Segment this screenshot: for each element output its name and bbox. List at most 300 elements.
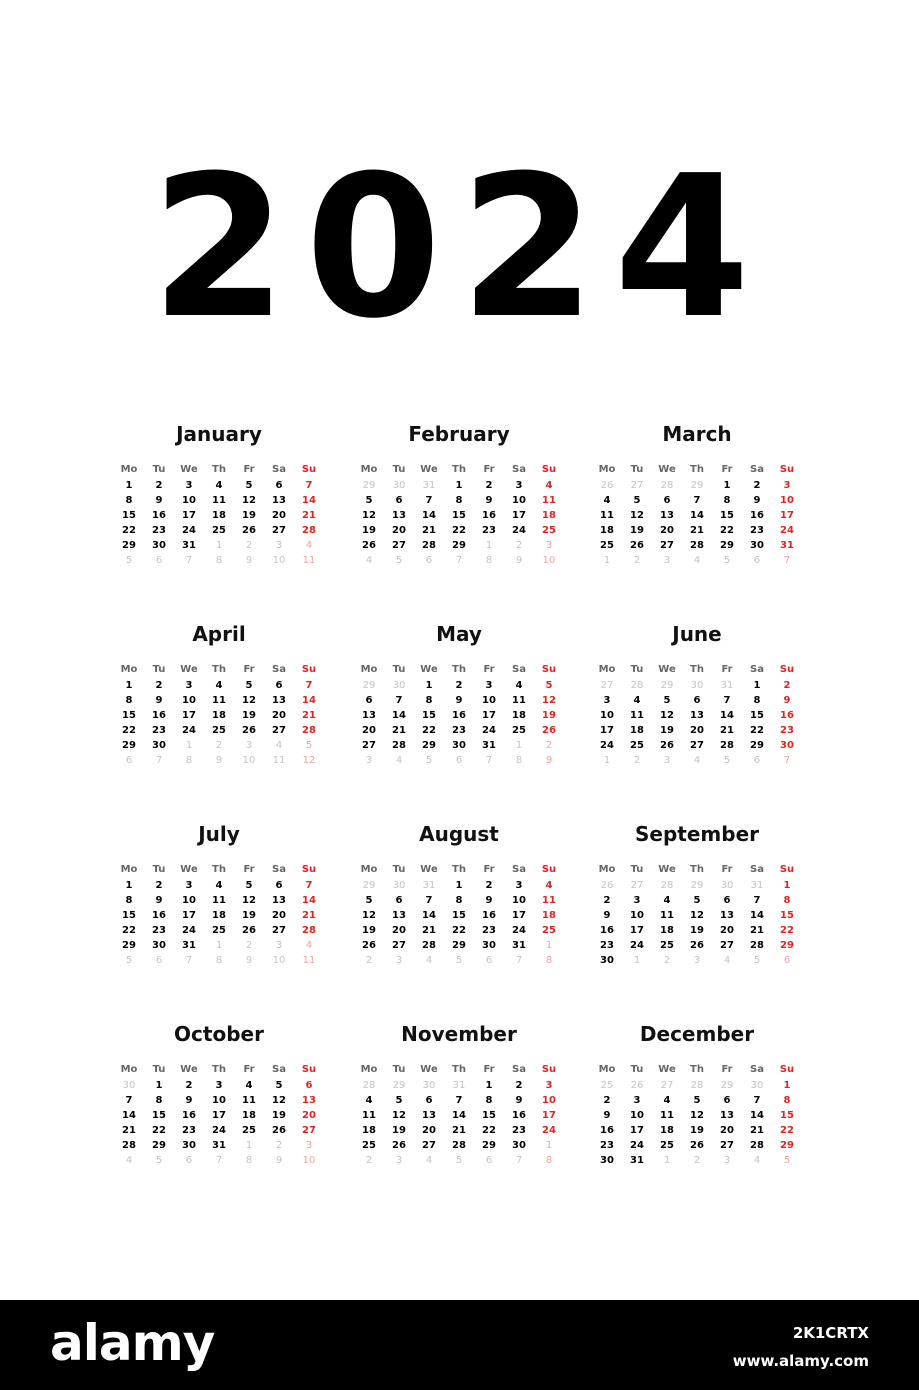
month-title: June [672,622,722,646]
day-cell: 29 [122,940,136,951]
adjacent-month-day-cell: 30 [392,880,406,891]
weekday-header: Su [301,464,317,475]
weekday-header: Su [301,864,317,875]
weekday-header: Sa [272,664,286,675]
day-cell: 30 [600,1155,614,1166]
day-cell: 13 [422,1110,436,1121]
day-cell: 8 [455,495,463,506]
day-cell: 28 [302,925,316,936]
day-cell: 27 [272,725,286,736]
day-cell: 16 [152,710,166,721]
day-cell: 19 [690,1125,704,1136]
day-cell: 17 [182,910,196,921]
day-cell: 10 [512,895,526,906]
day-cell: 23 [600,1140,614,1151]
day-cell: 16 [152,910,166,921]
adjacent-month-day-cell: 31 [750,880,764,891]
adjacent-month-day-cell: 29 [362,680,376,691]
adjacent-month-day-cell: 2 [245,940,253,951]
weekday-header: We [658,864,676,875]
day-cell: 17 [482,710,496,721]
adjacent-month-day-cell: 2 [633,555,641,566]
day-cell: 26 [630,540,644,551]
day-cell: 20 [392,925,406,936]
day-cell: 26 [272,1125,286,1136]
adjacent-month-day-cell: 1 [245,1140,253,1151]
day-cell: 18 [212,510,226,521]
adjacent-month-day-cell: 7 [185,555,193,566]
day-cell: 24 [512,525,526,536]
weekday-header: Fr [721,464,733,475]
adjacent-month-day-cell: 3 [723,1155,731,1166]
adjacent-month-day-cell: 1 [185,740,193,751]
day-cell: 4 [215,880,223,891]
day-cell: 15 [122,510,136,521]
day-cell: 22 [720,525,734,536]
day-cell: 24 [482,725,496,736]
day-cell: 13 [660,510,674,521]
day-cell: 25 [542,525,556,536]
day-cell: 13 [362,710,376,721]
day-cell: 13 [392,510,406,521]
adjacent-month-day-cell: 4 [425,955,433,966]
day-cell: 21 [392,725,406,736]
day-cell: 30 [152,540,166,551]
adjacent-month-day-cell: 4 [693,755,701,766]
month-november [354,1021,564,1191]
day-cell: 19 [242,710,256,721]
weekday-header: Mo [120,1064,138,1075]
month-title: April [192,622,246,646]
day-cell: 26 [660,740,674,751]
adjacent-month-day-cell: 2 [633,755,641,766]
day-cell: 12 [690,910,704,921]
adjacent-month-day-cell: 5 [395,555,403,566]
day-cell: 1 [425,680,433,691]
day-cell: 10 [482,695,496,706]
weekday-header: Mo [360,664,378,675]
day-cell: 20 [392,525,406,536]
adjacent-month-day-cell: 7 [515,955,523,966]
day-cell: 10 [182,695,196,706]
day-cell: 30 [152,940,166,951]
day-cell: 5 [365,495,373,506]
day-cell: 3 [185,480,193,491]
day-cell: 19 [362,525,376,536]
adjacent-month-day-cell: 28 [660,880,674,891]
adjacent-month-day-cell: 31 [422,480,436,491]
day-cell: 4 [603,495,611,506]
day-cell: 26 [362,540,376,551]
adjacent-month-day-cell: 4 [693,555,701,566]
day-cell: 26 [690,1140,704,1151]
day-cell: 5 [395,1095,403,1106]
month-february [354,421,564,591]
day-cell: 8 [455,895,463,906]
day-cell: 24 [630,940,644,951]
day-cell: 29 [482,1140,496,1151]
weekday-header: Su [779,1064,795,1075]
day-cell: 20 [422,1125,436,1136]
day-cell: 25 [630,740,644,751]
day-cell: 16 [152,510,166,521]
day-cell: 29 [720,540,734,551]
adjacent-month-day-cell: 28 [630,680,644,691]
adjacent-month-day-cell: 10 [242,755,256,766]
day-cell: 15 [720,510,734,521]
day-cell: 28 [690,540,704,551]
day-cell: 3 [215,1080,223,1091]
day-cell: 4 [215,480,223,491]
day-cell: 21 [750,1125,764,1136]
month-title: October [174,1022,264,1046]
day-cell: 28 [302,725,316,736]
day-cell: 22 [422,725,436,736]
day-cell: 15 [422,710,436,721]
day-cell: 28 [750,1140,764,1151]
day-cell: 29 [780,940,794,951]
day-cell: 1 [485,1080,493,1091]
adjacent-month-day-cell: 26 [600,480,614,491]
day-cell: 11 [542,495,556,506]
adjacent-month-day-cell: 4 [723,955,731,966]
adjacent-month-day-cell: 6 [753,555,761,566]
day-cell: 9 [485,495,493,506]
day-cell: 10 [600,710,614,721]
day-cell: 6 [723,895,731,906]
weekday-header: Sa [272,1064,286,1075]
day-cell: 22 [780,925,794,936]
day-cell: 26 [242,925,256,936]
adjacent-month-day-cell: 10 [272,555,286,566]
day-cell: 28 [452,1140,466,1151]
adjacent-month-day-cell: 29 [392,1080,406,1091]
day-cell: 13 [272,695,286,706]
adjacent-month-day-cell: 8 [515,755,523,766]
day-cell: 5 [275,1080,283,1091]
day-cell: 13 [720,1110,734,1121]
day-cell: 8 [783,895,791,906]
day-cell: 24 [182,525,196,536]
adjacent-month-day-cell: 5 [125,955,133,966]
day-cell: 9 [783,695,791,706]
day-cell: 24 [512,925,526,936]
adjacent-month-day-cell: 26 [600,880,614,891]
day-cell: 11 [630,710,644,721]
adjacent-month-day-cell: 29 [720,1080,734,1091]
day-cell: 6 [425,1095,433,1106]
day-grid [592,863,802,968]
day-cell: 6 [275,480,283,491]
adjacent-month-day-cell: 3 [275,940,283,951]
weekday-header: Mo [598,664,616,675]
day-cell: 6 [275,680,283,691]
day-cell: 7 [425,495,433,506]
adjacent-month-day-cell: 30 [720,880,734,891]
day-cell: 14 [422,510,436,521]
day-cell: 14 [690,510,704,521]
adjacent-month-day-cell: 29 [362,480,376,491]
weekday-header: Tu [392,864,406,875]
weekday-header: Mo [360,464,378,475]
month-july [114,821,324,991]
adjacent-month-day-cell: 5 [425,755,433,766]
day-cell: 31 [182,540,196,551]
adjacent-month-day-cell: 2 [545,740,553,751]
day-cell: 8 [723,495,731,506]
day-cell: 11 [600,510,614,521]
day-cell: 31 [630,1155,644,1166]
day-cell: 8 [753,695,761,706]
day-cell: 6 [395,895,403,906]
weekday-header: Fr [721,864,733,875]
day-cell: 16 [482,510,496,521]
day-cell: 18 [212,710,226,721]
day-cell: 9 [185,1095,193,1106]
weekday-header: Tu [630,1064,644,1075]
weekday-header: We [420,664,438,675]
adjacent-month-day-cell: 3 [275,540,283,551]
day-cell: 24 [542,1125,556,1136]
day-cell: 7 [395,695,403,706]
adjacent-month-day-cell: 7 [515,1155,523,1166]
adjacent-month-day-cell: 6 [185,1155,193,1166]
weekday-header: Su [541,464,557,475]
adjacent-month-day-cell: 6 [455,755,463,766]
day-cell: 21 [302,510,316,521]
month-title: August [419,822,499,846]
weekday-header: Su [301,1064,317,1075]
weekday-header: Mo [360,864,378,875]
weekday-header: Th [690,1064,704,1075]
adjacent-month-day-cell: 3 [305,1140,313,1151]
day-grid [592,1063,802,1168]
adjacent-month-day-cell: 1 [545,940,553,951]
weekday-header: Su [541,864,557,875]
day-cell: 9 [515,1095,523,1106]
weekday-header: Fr [243,464,255,475]
day-cell: 3 [783,480,791,491]
day-cell: 19 [542,710,556,721]
adjacent-month-day-cell: 31 [452,1080,466,1091]
weekday-header: Su [779,664,795,675]
day-cell: 23 [512,1125,526,1136]
day-cell: 6 [663,495,671,506]
day-cell: 27 [392,540,406,551]
day-cell: 13 [720,910,734,921]
weekday-header: Fr [483,864,495,875]
month-december [592,1021,802,1191]
adjacent-month-day-cell: 11 [302,555,316,566]
day-cell: 28 [422,540,436,551]
adjacent-month-day-cell: 5 [723,555,731,566]
day-cell: 14 [452,1110,466,1121]
adjacent-month-day-cell: 3 [395,1155,403,1166]
day-cell: 27 [720,1140,734,1151]
weekday-header: Tu [392,464,406,475]
adjacent-month-day-cell: 3 [365,755,373,766]
day-cell: 7 [425,895,433,906]
day-cell: 28 [720,740,734,751]
day-cell: 8 [425,695,433,706]
weekday-header: We [180,464,198,475]
day-cell: 14 [392,710,406,721]
day-cell: 26 [242,725,256,736]
weekday-header: Sa [512,1064,526,1075]
day-cell: 11 [242,1095,256,1106]
month-title: March [662,422,732,446]
day-cell: 30 [600,955,614,966]
weekday-header: We [420,864,438,875]
day-cell: 5 [245,480,253,491]
day-grid [354,1063,564,1168]
day-cell: 15 [452,910,466,921]
day-cell: 2 [783,680,791,691]
adjacent-month-day-cell: 8 [545,955,553,966]
day-cell: 28 [750,940,764,951]
month-title: February [408,422,510,446]
day-cell: 24 [600,740,614,751]
day-cell: 1 [783,1080,791,1091]
day-cell: 26 [542,725,556,736]
weekday-header: Th [452,864,466,875]
month-april [114,621,324,791]
day-cell: 15 [750,710,764,721]
day-cell: 29 [452,940,466,951]
weekday-header: Sa [750,864,764,875]
day-cell: 22 [122,925,136,936]
day-cell: 13 [272,895,286,906]
weekday-header: Tu [392,1064,406,1075]
day-cell: 6 [305,1080,313,1091]
day-cell: 20 [272,510,286,521]
day-grid [592,663,802,768]
adjacent-month-day-cell: 4 [753,1155,761,1166]
day-cell: 2 [185,1080,193,1091]
adjacent-month-day-cell: 4 [365,555,373,566]
day-cell: 27 [422,1140,436,1151]
day-cell: 18 [542,910,556,921]
adjacent-month-day-cell: 1 [515,740,523,751]
weekday-header: Fr [243,664,255,675]
day-grid [114,663,324,768]
day-cell: 4 [663,1095,671,1106]
day-cell: 1 [455,880,463,891]
adjacent-month-day-cell: 27 [630,480,644,491]
day-cell: 8 [485,1095,493,1106]
month-title: December [639,1022,755,1046]
day-cell: 22 [152,1125,166,1136]
day-cell: 14 [750,910,764,921]
day-cell: 24 [780,525,794,536]
day-cell: 1 [783,880,791,891]
day-cell: 12 [630,510,644,521]
day-cell: 15 [122,910,136,921]
day-cell: 7 [723,695,731,706]
adjacent-month-day-cell: 31 [422,880,436,891]
weekday-header: Mo [598,864,616,875]
day-cell: 25 [212,525,226,536]
day-cell: 2 [155,680,163,691]
day-cell: 7 [305,480,313,491]
day-cell: 2 [485,880,493,891]
day-cell: 11 [542,895,556,906]
day-cell: 3 [603,695,611,706]
day-cell: 27 [362,740,376,751]
adjacent-month-day-cell: 2 [365,955,373,966]
adjacent-month-day-cell: 6 [155,955,163,966]
month-march [592,421,802,591]
watermark-bar [0,1300,919,1390]
day-cell: 31 [780,540,794,551]
day-cell: 20 [720,925,734,936]
day-cell: 27 [392,940,406,951]
day-cell: 19 [690,925,704,936]
day-cell: 10 [212,1095,226,1106]
adjacent-month-day-cell: 7 [783,555,791,566]
weekday-header: Th [452,664,466,675]
day-cell: 4 [663,895,671,906]
day-cell: 4 [365,1095,373,1106]
weekday-header: Th [452,464,466,475]
adjacent-month-day-cell: 2 [275,1140,283,1151]
day-cell: 21 [422,925,436,936]
day-cell: 22 [122,725,136,736]
day-cell: 23 [780,725,794,736]
day-cell: 6 [395,495,403,506]
day-cell: 25 [212,925,226,936]
day-cell: 28 [122,1140,136,1151]
day-cell: 20 [272,710,286,721]
weekday-header: Fr [483,464,495,475]
day-cell: 30 [512,1140,526,1151]
weekday-header: Th [690,464,704,475]
day-cell: 30 [750,540,764,551]
weekday-header: We [658,664,676,675]
adjacent-month-day-cell: 29 [362,880,376,891]
day-cell: 24 [182,925,196,936]
day-cell: 16 [182,1110,196,1121]
day-cell: 12 [392,1110,406,1121]
day-cell: 18 [660,1125,674,1136]
day-cell: 13 [272,495,286,506]
adjacent-month-day-cell: 10 [302,1155,316,1166]
day-cell: 5 [633,495,641,506]
day-cell: 15 [780,1110,794,1121]
day-cell: 2 [485,480,493,491]
day-cell: 18 [242,1110,256,1121]
adjacent-month-day-cell: 30 [122,1080,136,1091]
weekday-header: Tu [630,464,644,475]
weekday-header: Tu [630,664,644,675]
day-cell: 13 [302,1095,316,1106]
adjacent-month-day-cell: 11 [302,955,316,966]
day-cell: 21 [690,525,704,536]
day-cell: 1 [753,680,761,691]
day-cell: 22 [452,925,466,936]
day-cell: 12 [272,1095,286,1106]
adjacent-month-day-cell: 27 [660,1080,674,1091]
adjacent-month-day-cell: 4 [305,540,313,551]
adjacent-month-day-cell: 7 [455,555,463,566]
adjacent-month-day-cell: 31 [720,680,734,691]
adjacent-month-day-cell: 6 [155,555,163,566]
adjacent-month-day-cell: 2 [365,1155,373,1166]
day-cell: 10 [182,895,196,906]
day-cell: 30 [482,940,496,951]
adjacent-month-day-cell: 27 [600,680,614,691]
day-cell: 23 [152,525,166,536]
